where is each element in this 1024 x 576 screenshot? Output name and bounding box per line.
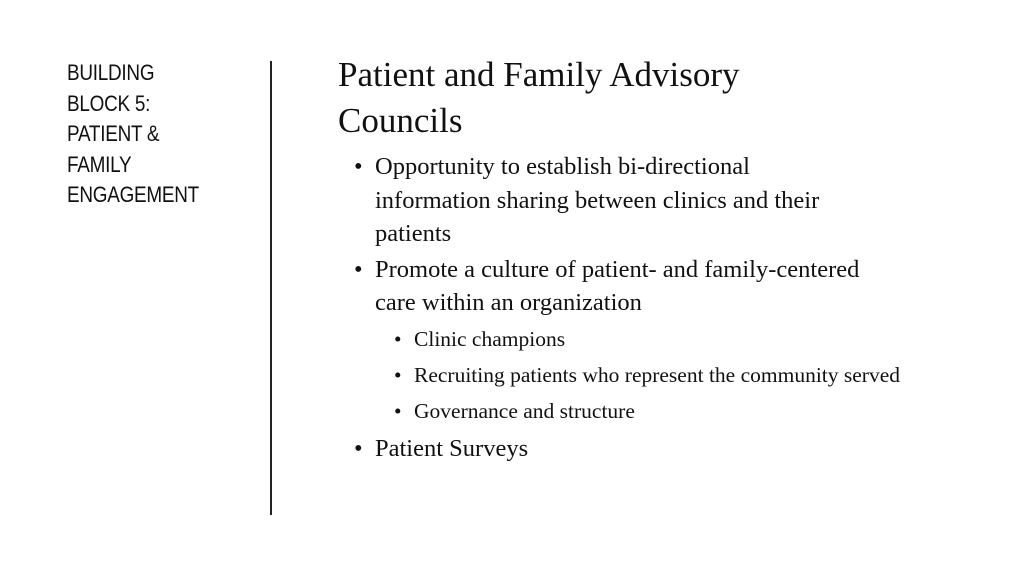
bullet-icon: • [354,255,363,283]
sub-bullet-text: Clinic champions [414,326,566,351]
bullet-item [338,150,978,251]
bullet-icon: • [394,326,402,351]
vertical-divider [270,61,272,515]
bullet-text: Opportunity to establish bi-directional information sharing between clinics and their patients [375,153,820,247]
bullet-text: Patient Surveys [375,434,529,462]
sub-bullet-item [375,360,978,390]
section-title-line: BUILDING [67,60,155,85]
sub-bullet-item [375,396,978,426]
bullet-list [338,150,978,465]
bullet-icon: • [394,398,402,423]
sub-bullet-list [375,324,978,426]
slide-heading: Patient and Family Advisory Councils [338,55,740,140]
sub-bullet-text: Recruiting patients who represent the community served [414,362,901,387]
section-title [67,58,230,211]
bullet-item [338,253,978,426]
section-title-line: BLOCK 5: [67,90,151,116]
section-title-line: FAMILY [67,151,132,177]
section-title-line: ENGAGEMENT [67,182,199,207]
bullet-icon: • [354,434,363,462]
content-area [338,52,978,467]
bullet-icon: • [354,153,363,180]
sub-bullet-item [375,324,978,354]
bullet-icon: • [394,362,402,387]
sub-bullet-text: Governance and structure [414,398,635,423]
section-title-line: PATIENT & [67,121,160,146]
bullet-text: Promote a culture of patient- and family-centered care within an organization [375,255,860,316]
bullet-item [338,432,978,466]
